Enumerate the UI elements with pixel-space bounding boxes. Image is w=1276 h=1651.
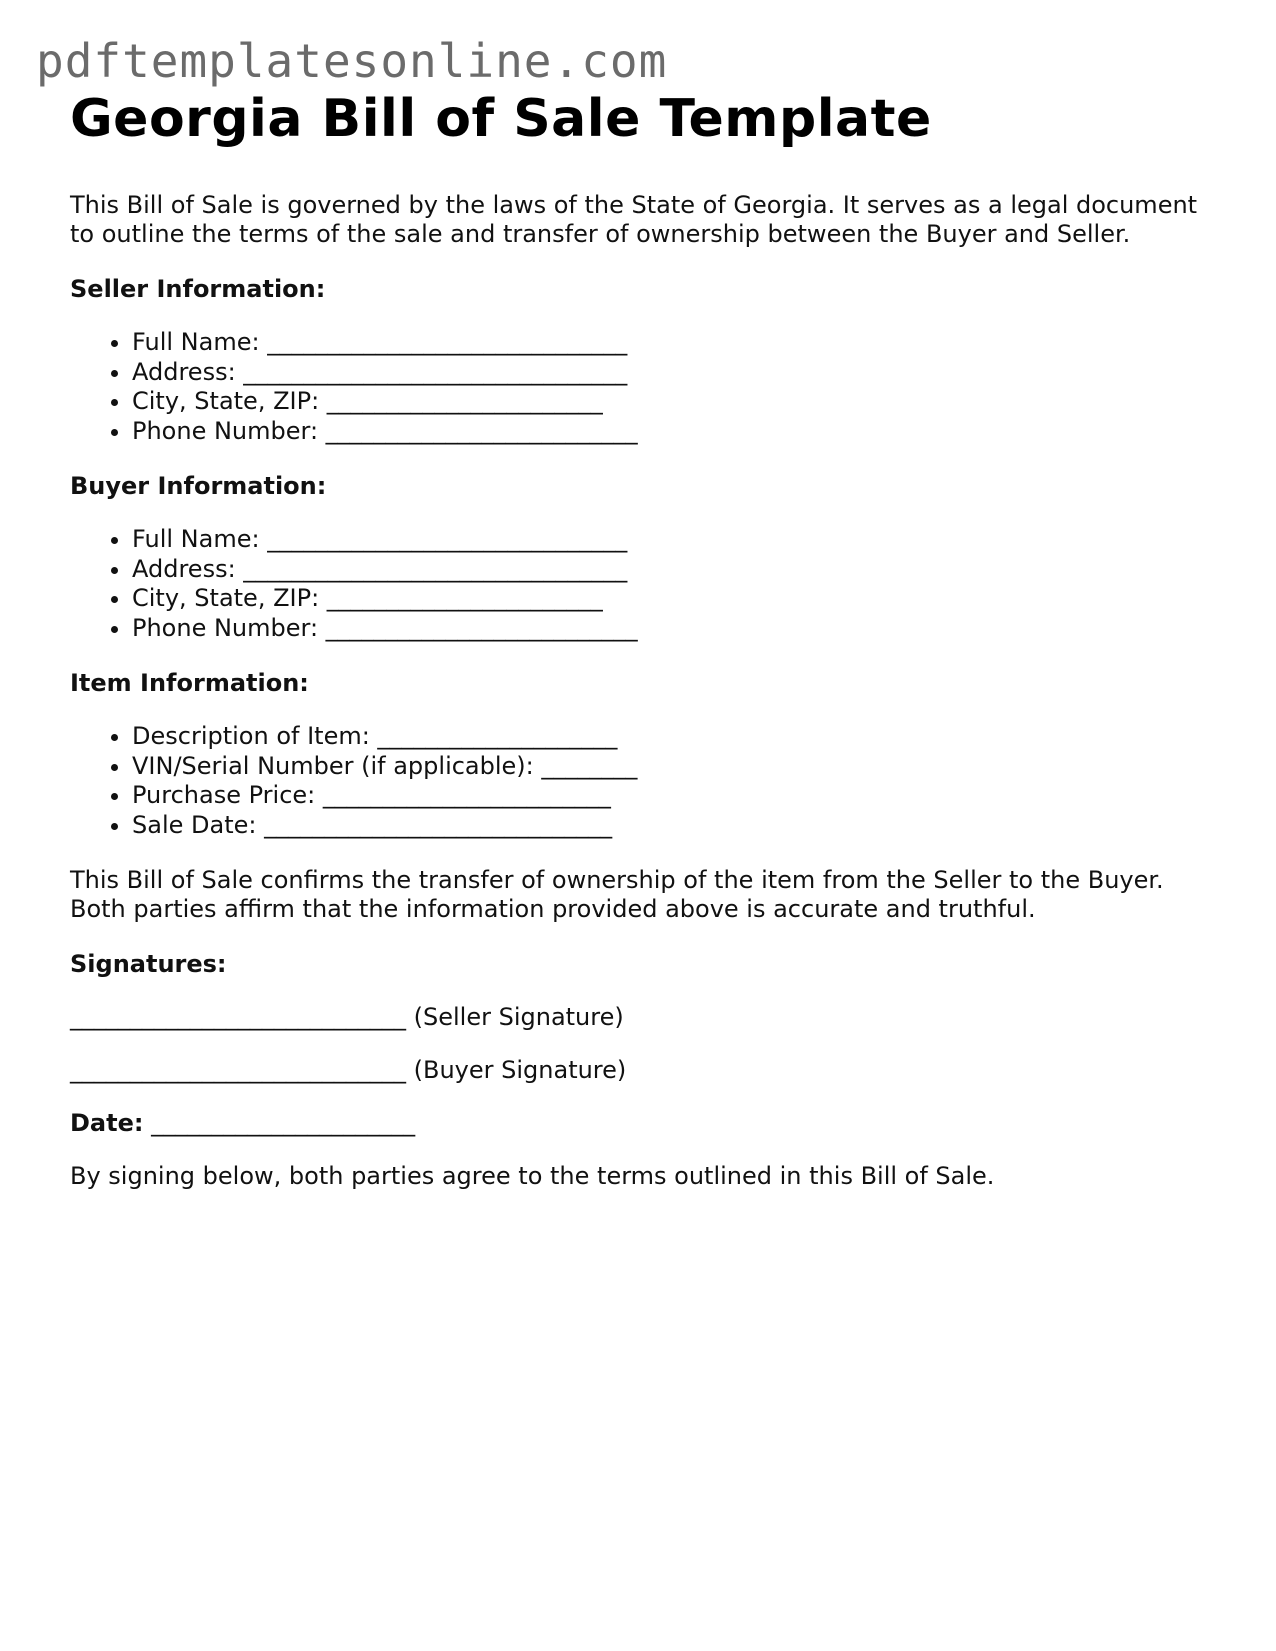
seller-full-name-field: • Full Name: ______________________________: [132, 328, 1210, 358]
watermark: pdftemplatesonline.com: [36, 34, 668, 88]
seller-city-state-zip-field: • City, State, ZIP: _______________________: [132, 387, 1210, 417]
seller-field-list: [70, 328, 1210, 446]
document-body: [70, 88, 1210, 1191]
date-label: Date:: [70, 1109, 144, 1137]
closing-statement: By signing below, both parties agree to the terms outlined in this Bill of Sale.: [70, 1162, 995, 1190]
seller-phone-field: • Phone Number: __________________________: [132, 417, 1210, 447]
signatures-heading: Signatures:: [70, 950, 227, 978]
buyer-field-list: [70, 525, 1210, 643]
date-line: [70, 1109, 1210, 1138]
buyer-signature-line: ____________________________ (Buyer Signature): [70, 1056, 627, 1084]
seller-heading: Seller Information:: [70, 275, 326, 303]
buyer-full-name-field: • Full Name: ______________________________: [132, 525, 1210, 555]
seller-signature-line: ____________________________ (Seller Signature): [70, 1003, 624, 1031]
item-vin-serial-field: • VIN/Serial Number (if applicable): ________: [132, 752, 1210, 782]
item-description-field: • Description of Item: ____________________: [132, 722, 1210, 752]
item-field-list: [70, 722, 1210, 840]
confirmation-paragraph: This Bill of Sale confirms the transfer of ownership of the item from the Seller to the Buyer. Both parties affirm that the information provided above is accurate and truthful.: [70, 866, 1164, 923]
buyer-heading: Buyer Information:: [70, 472, 327, 500]
intro-paragraph: This Bill of Sale is governed by the laws of the State of Georgia. It serves as a legal document to outline the terms of the sale and transfer of ownership between the Buyer and Seller.: [70, 191, 1198, 248]
document-title: Georgia Bill of Sale Template: [70, 89, 932, 149]
item-purchase-price-field: • Purchase Price: ________________________: [132, 781, 1210, 811]
item-heading: Item Information:: [70, 669, 309, 697]
buyer-address-field: • Address: ________________________________: [132, 555, 1210, 585]
seller-address-field: • Address: ________________________________: [132, 358, 1210, 388]
item-sale-date-field: • Sale Date: _____________________________: [132, 811, 1210, 841]
buyer-phone-field: • Phone Number: __________________________: [132, 614, 1210, 644]
date-blank: ______________________: [151, 1109, 416, 1137]
buyer-city-state-zip-field: • City, State, ZIP: _______________________: [132, 584, 1210, 614]
